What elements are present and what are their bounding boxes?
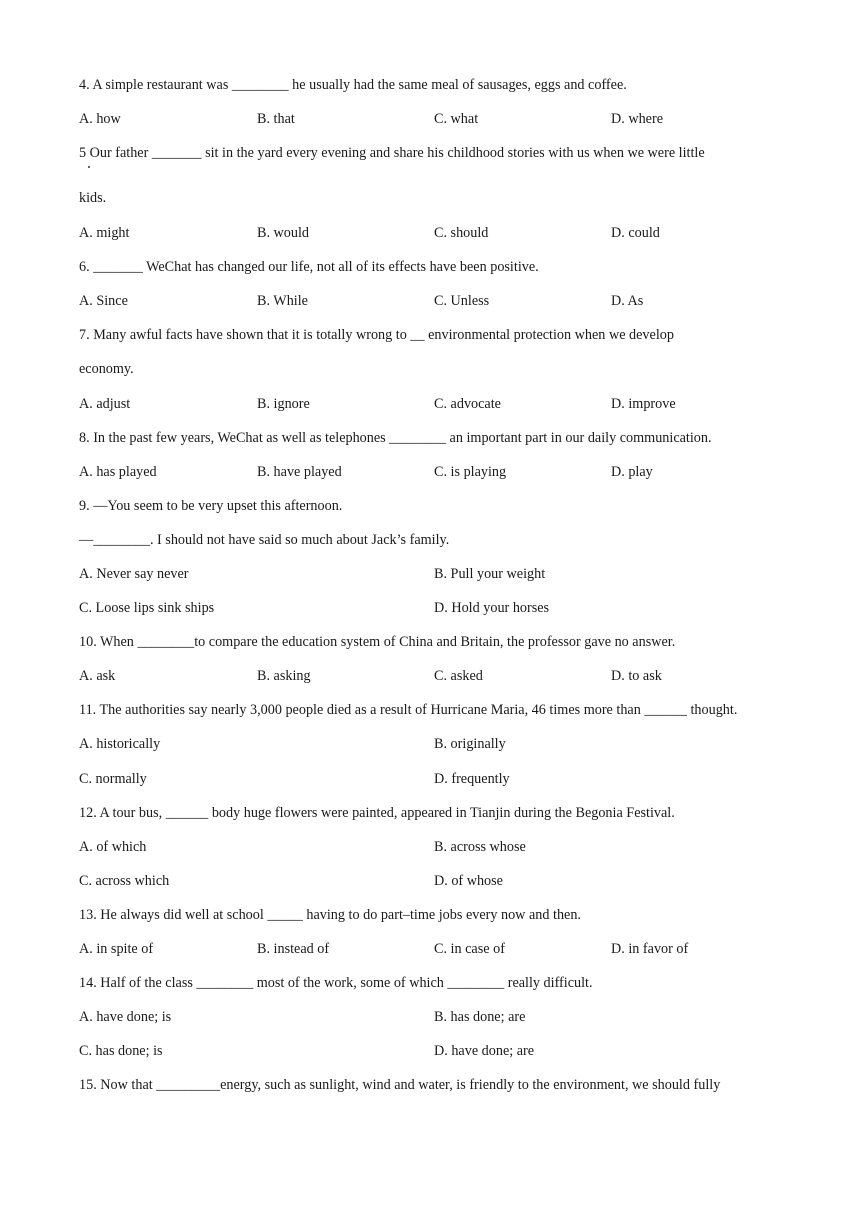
question-9-option-b: B. Pull your weight xyxy=(434,566,546,582)
question-7-option-b: B. ignore xyxy=(257,396,310,412)
question-6-option-d: D. As xyxy=(611,293,644,309)
question-12-stem: 12. A tour bus, ______ body huge flowers were painted, appeared in Tianjin during the Begonia Festival. xyxy=(79,805,675,821)
question-7-option-c: C. advocate xyxy=(434,396,501,412)
question-12-option-b: B. across whose xyxy=(434,839,526,855)
question-12-option-c: C. across which xyxy=(79,873,170,889)
question-9-reply: —________. I should not have said so much about Jack’s family. xyxy=(79,532,450,548)
question-13-stem: 13. He always did well at school _____ having to do part–time jobs every now and then. xyxy=(79,907,581,923)
question-6-option-c: C. Unless xyxy=(434,293,490,309)
question-10-stem: 10. When ________to compare the education system of China and Britain, the professor gave no answer. xyxy=(79,634,676,650)
question-4-option-b: B. that xyxy=(257,111,295,127)
question-10-option-b: B. asking xyxy=(257,668,311,684)
question-4-option-a: A. how xyxy=(79,111,121,127)
question-13-option-d: D. in favor of xyxy=(611,941,689,957)
question-7-option-a: A. adjust xyxy=(79,396,131,412)
question-7-option-d: D. improve xyxy=(611,396,676,412)
question-6-stem: 6. _______ WeChat has changed our life, not all of its effects have been positive. xyxy=(79,259,539,275)
question-14-option-a: A. have done; is xyxy=(79,1009,172,1025)
question-4-stem: 4. A simple restaurant was ________ he usually had the same meal of sausages, eggs and coffee. xyxy=(79,77,627,93)
question-11-option-b: B. originally xyxy=(434,736,506,752)
question-8-option-c: C. is playing xyxy=(434,464,507,480)
question-8-option-d: D. play xyxy=(611,464,653,480)
question-7-stem: 7. Many awful facts have shown that it is totally wrong to __ environmental protection when we develop xyxy=(79,327,674,343)
stray-dot-mark xyxy=(88,166,90,168)
question-12-option-a: A. of which xyxy=(79,839,147,855)
question-9-option-d: D. Hold your horses xyxy=(434,600,550,616)
question-12-option-d: D. of whose xyxy=(434,873,503,889)
question-14-stem: 14. Half of the class ________ most of the work, some of which ________ really difficult. xyxy=(79,975,593,991)
question-6-option-a: A. Since xyxy=(79,293,128,309)
question-10-option-d: D. to ask xyxy=(611,668,662,684)
question-11-stem: 11. The authorities say nearly 3,000 people died as a result of Hurricane Maria, 46 times more than ______ thought. xyxy=(79,702,738,718)
question-11-option-c: C. normally xyxy=(79,771,147,787)
question-11-option-d: D. frequently xyxy=(434,771,510,787)
question-5-stem-continued: kids. xyxy=(79,190,107,206)
question-4-option-c: C. what xyxy=(434,111,479,127)
question-5-stem: 5 Our father _______ sit in the yard every evening and share his childhood stories with us when we were little xyxy=(79,145,705,161)
question-13-option-b: B. instead of xyxy=(257,941,330,957)
question-15-stem: 15. Now that _________energy, such as sunlight, wind and water, is friendly to the environment, we should fully xyxy=(79,1077,721,1093)
question-9-stem: 9. —You seem to be very upset this afternoon. xyxy=(79,498,343,514)
question-14-option-b: B. has done; are xyxy=(434,1009,526,1025)
question-5-option-b: B. would xyxy=(257,225,310,241)
question-4-option-d: D. where xyxy=(611,111,663,127)
question-10-option-c: C. asked xyxy=(434,668,483,684)
question-9-option-a: A. Never say never xyxy=(79,566,189,582)
question-8-stem: 8. In the past few years, WeChat as well as telephones ________ an important part in our daily communication. xyxy=(79,430,712,446)
question-5-option-c: C. should xyxy=(434,225,489,241)
question-11-option-a: A. historically xyxy=(79,736,161,752)
question-8-option-b: B. have played xyxy=(257,464,342,480)
question-6-option-b: B. While xyxy=(257,293,308,309)
question-13-option-a: A. in spite of xyxy=(79,941,154,957)
question-5-option-a: A. might xyxy=(79,225,130,241)
question-7-stem-continued: economy. xyxy=(79,361,134,377)
question-9-option-c: C. Loose lips sink ships xyxy=(79,600,215,616)
question-14-option-c: C. has done; is xyxy=(79,1043,163,1059)
question-14-option-d: D. have done; are xyxy=(434,1043,535,1059)
question-5-option-d: D. could xyxy=(611,225,660,241)
question-13-option-c: C. in case of xyxy=(434,941,505,957)
question-10-option-a: A. ask xyxy=(79,668,116,684)
question-8-option-a: A. has played xyxy=(79,464,157,480)
